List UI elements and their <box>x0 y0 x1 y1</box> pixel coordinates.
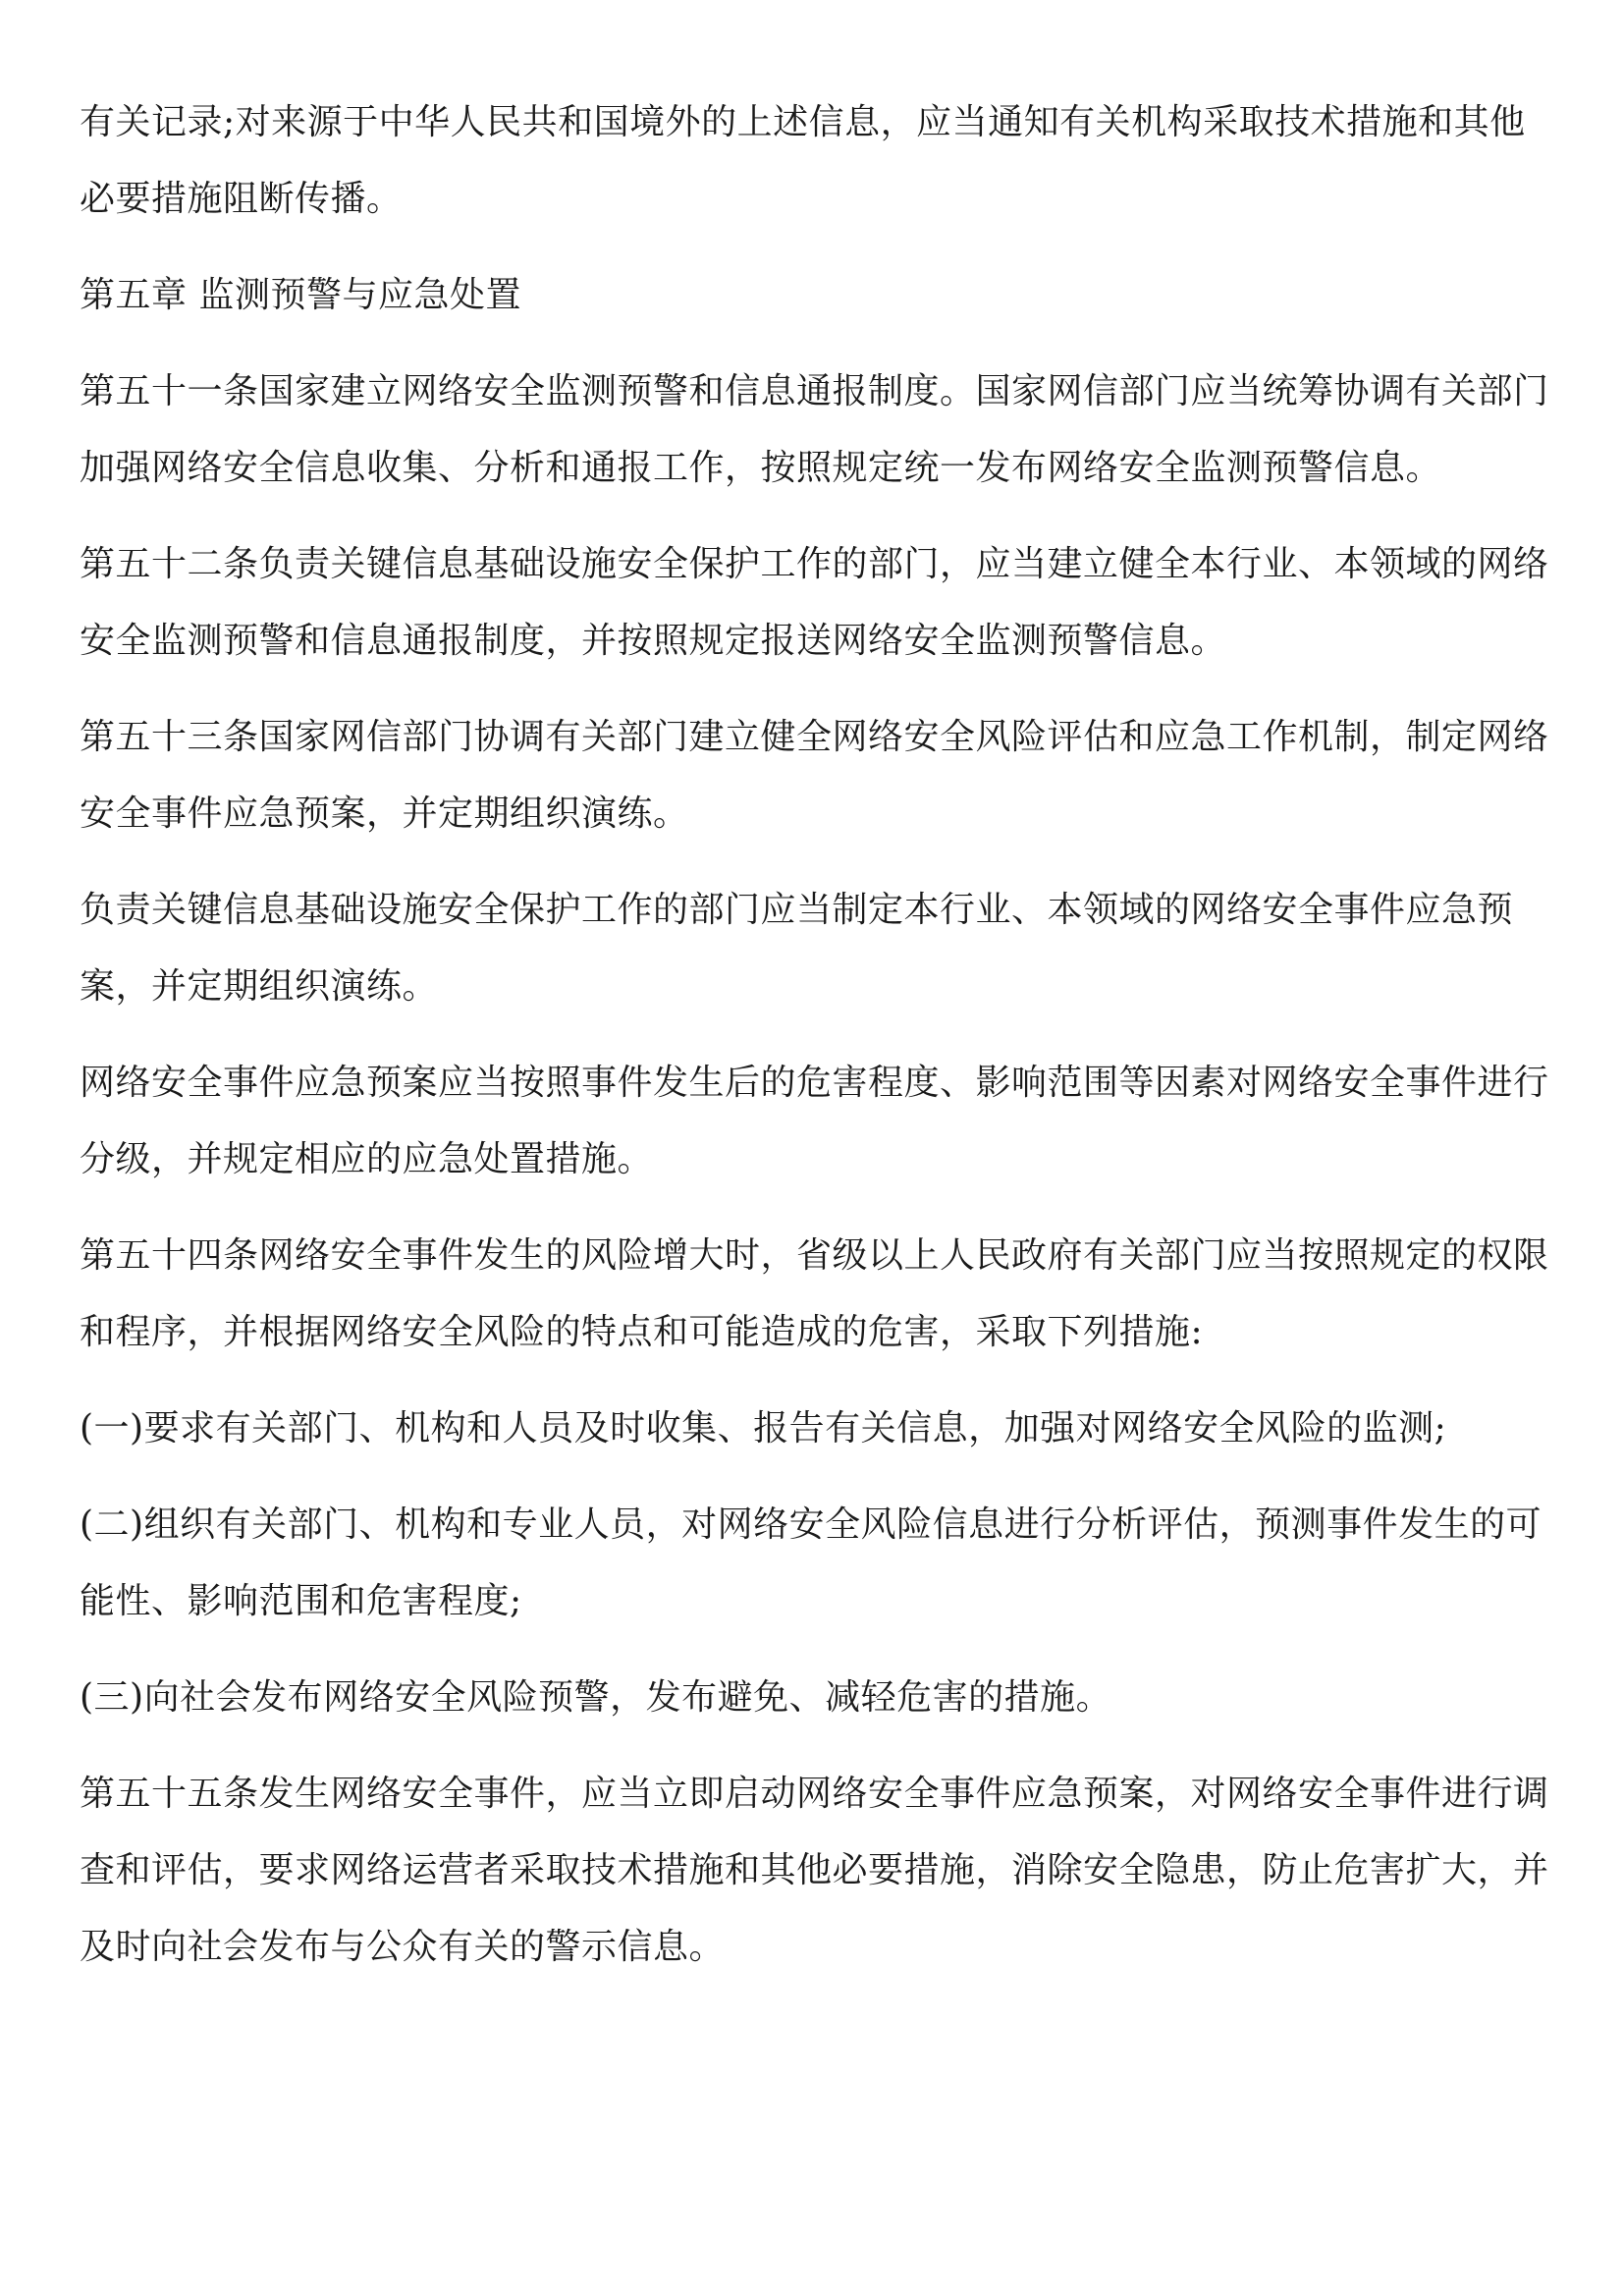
article-54: 第五十四条网络安全事件发生的风险增大时，省级以上人民政府有关部门应当按照规定的权限和程序，并根据网络安全风险的特点和可能造成的危害，采取下列措施: <box>80 1235 1549 1352</box>
article-54-item-3: (三)向社会发布网络安全风险预警，发布避免、减轻危害的措施。 <box>80 1677 1112 1718</box>
chapter-heading: 第五章 监测预警与应急处置 <box>80 275 521 315</box>
article-53-para-3: 网络安全事件应急预案应当按照事件发生后的危害程度、影响范围等因素对网络安全事件进行分级，并规定相应的应急处置措施。 <box>80 1063 1549 1179</box>
document-body <box>80 84 1552 1986</box>
article-53: 第五十三条国家网信部门协调有关部门建立健全网络安全风险评估和应急工作机制，制定网络安全事件应急预案，并定期组织演练。 <box>80 717 1549 834</box>
article-54-item-2: (二)组织有关部门、机构和专业人员，对网络安全风险信息进行分析评估，预测事件发生的可能性、影响范围和危害程度; <box>80 1504 1542 1621</box>
paragraph-continuation: 有关记录;对来源于中华人民共和国境外的上述信息，应当通知有关机构采取技术措施和其他必要措施阻断传播。 <box>80 102 1526 219</box>
article-51: 第五十一条国家建立网络安全监测预警和信息通报制度。国家网信部门应当统筹协调有关部门加强网络安全信息收集、分析和通报工作，按照规定统一发布网络安全监测预警信息。 <box>80 371 1549 488</box>
article-52: 第五十二条负责关键信息基础设施安全保护工作的部门，应当建立健全本行业、本领域的网络安全监测预警和信息通报制度，并按照规定报送网络安全监测预警信息。 <box>80 544 1549 661</box>
article-55: 第五十五条发生网络安全事件，应当立即启动网络安全事件应急预案，对网络安全事件进行调查和评估，要求网络运营者采取技术措施和其他必要措施，消除安全隐患，防止危害扩大，并及时向社会发布与公众有关的警示信息。 <box>80 1774 1549 1967</box>
article-54-item-1: (一)要求有关部门、机构和人员及时收集、报告有关信息，加强对网络安全风险的监测; <box>80 1408 1447 1449</box>
article-53-para-2: 负责关键信息基础设施安全保护工作的部门应当制定本行业、本领域的网络安全事件应急预案，并定期组织演练。 <box>80 890 1514 1007</box>
